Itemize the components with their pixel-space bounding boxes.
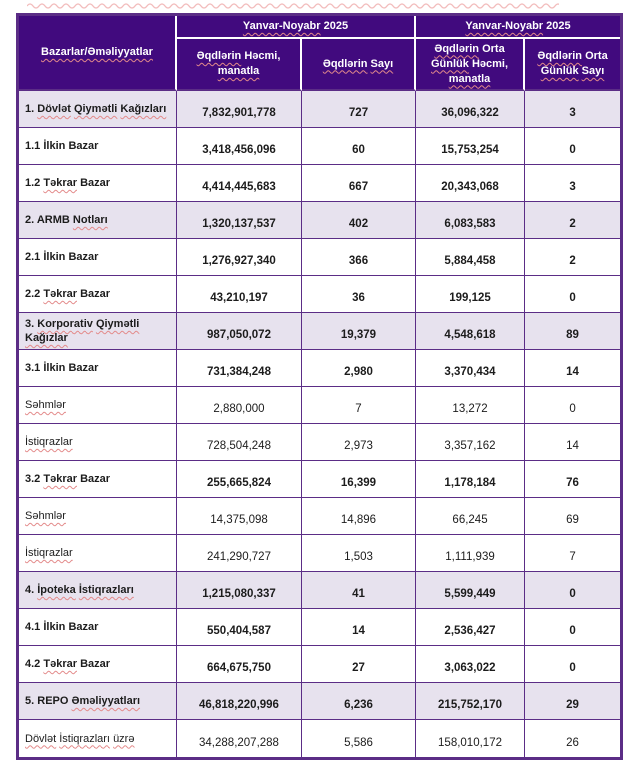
table-row xyxy=(19,572,620,609)
count-cell: 2,980 xyxy=(302,350,416,387)
avg-count-cell: 0 xyxy=(525,609,620,646)
count-cell: 366 xyxy=(302,239,416,276)
volume-cell: 731,384,248 xyxy=(177,350,302,387)
table-row xyxy=(19,128,620,165)
cropped-spellcheck-line xyxy=(27,2,559,9)
avg-volume-cell: 2,536,427 xyxy=(416,609,525,646)
volume-cell: 3,418,456,096 xyxy=(177,128,302,165)
avg-count-cell: 0 xyxy=(525,646,620,683)
col-header-volume: Əqdlərin Həcmi, manatla xyxy=(177,39,302,91)
table-row xyxy=(19,91,620,128)
avg-volume-cell: 13,272 xyxy=(416,387,525,424)
avg-count-cell: 3 xyxy=(525,91,620,128)
row-label-cell: 1. Dövlət Qiymətli Kağızları xyxy=(19,91,177,128)
avg-volume-cell: 66,245 xyxy=(416,498,525,535)
row-label-cell: 3.2 Təkrar Bazar xyxy=(19,461,177,498)
avg-count-cell: 0 xyxy=(525,128,620,165)
avg-count-cell: 0 xyxy=(525,387,620,424)
col-header-avg-daily-volume: Əqdlərin Orta Günlük Həcmi, manatla xyxy=(416,39,525,91)
table-row xyxy=(19,239,620,276)
avg-volume-cell: 3,370,434 xyxy=(416,350,525,387)
avg-count-cell: 89 xyxy=(525,313,620,350)
table-row xyxy=(19,424,620,461)
count-cell: 6,236 xyxy=(302,683,416,720)
volume-cell: 46,818,220,996 xyxy=(177,683,302,720)
avg-volume-cell: 1,111,939 xyxy=(416,535,525,572)
table-row xyxy=(19,461,620,498)
avg-volume-cell: 3,357,162 xyxy=(416,424,525,461)
avg-volume-cell: 158,010,172 xyxy=(416,720,525,757)
table-row xyxy=(19,313,620,350)
row-label-cell: 4. İpoteka İstiqrazları xyxy=(19,572,177,609)
avg-volume-cell: 199,125 xyxy=(416,276,525,313)
avg-volume-cell: 1,178,184 xyxy=(416,461,525,498)
table-row xyxy=(19,609,620,646)
volume-cell: 255,665,824 xyxy=(177,461,302,498)
table-row xyxy=(19,350,620,387)
row-label-cell: Səhmlər xyxy=(19,498,177,535)
period-header-1: Yanvar-Noyabr 2025 xyxy=(177,16,416,39)
volume-cell: 987,050,072 xyxy=(177,313,302,350)
avg-count-cell: 0 xyxy=(525,276,620,313)
count-cell: 60 xyxy=(302,128,416,165)
row-label-cell: 4.1 İlkin Bazar xyxy=(19,609,177,646)
table-row xyxy=(19,535,620,572)
avg-volume-cell: 15,753,254 xyxy=(416,128,525,165)
volume-cell: 2,880,000 xyxy=(177,387,302,424)
table-row xyxy=(19,646,620,683)
avg-count-cell: 3 xyxy=(525,165,620,202)
avg-count-cell: 14 xyxy=(525,424,620,461)
avg-count-cell: 26 xyxy=(525,720,620,757)
period-header-2: Yanvar-Noyabr 2025 xyxy=(416,16,620,39)
count-cell: 16,399 xyxy=(302,461,416,498)
avg-count-cell: 14 xyxy=(525,350,620,387)
avg-count-cell: 76 xyxy=(525,461,620,498)
volume-cell: 14,375,098 xyxy=(177,498,302,535)
avg-volume-cell: 20,343,068 xyxy=(416,165,525,202)
row-label-cell: 1.2 Təkrar Bazar xyxy=(19,165,177,202)
count-cell: 14,896 xyxy=(302,498,416,535)
row-label-cell: 3.1 İlkin Bazar xyxy=(19,350,177,387)
count-cell: 667 xyxy=(302,165,416,202)
row-label-cell: 4.2 Təkrar Bazar xyxy=(19,646,177,683)
table-row xyxy=(19,165,620,202)
volume-cell: 1,276,927,340 xyxy=(177,239,302,276)
securities-market-table xyxy=(16,13,623,760)
volume-cell: 241,290,727 xyxy=(177,535,302,572)
avg-volume-cell: 5,599,449 xyxy=(416,572,525,609)
table-row xyxy=(19,276,620,313)
avg-volume-cell: 36,096,322 xyxy=(416,91,525,128)
row-label-cell: 5. REPO Əməliyyatları xyxy=(19,683,177,720)
count-cell: 7 xyxy=(302,387,416,424)
period-header-row xyxy=(19,16,620,39)
avg-count-cell: 2 xyxy=(525,202,620,239)
count-cell: 5,586 xyxy=(302,720,416,757)
avg-count-cell: 29 xyxy=(525,683,620,720)
row-label-cell: 2. ARMB Notları xyxy=(19,202,177,239)
avg-count-cell: 7 xyxy=(525,535,620,572)
table-row xyxy=(19,202,620,239)
avg-volume-cell: 215,752,170 xyxy=(416,683,525,720)
volume-cell: 43,210,197 xyxy=(177,276,302,313)
avg-count-cell: 69 xyxy=(525,498,620,535)
avg-volume-cell: 6,083,583 xyxy=(416,202,525,239)
count-cell: 14 xyxy=(302,609,416,646)
volume-cell: 4,414,445,683 xyxy=(177,165,302,202)
row-label-cell: Səhmlər xyxy=(19,387,177,424)
count-cell: 19,379 xyxy=(302,313,416,350)
count-cell: 41 xyxy=(302,572,416,609)
count-cell: 402 xyxy=(302,202,416,239)
row-label-cell: 3. Korporativ Qiymətli Kağızlar xyxy=(19,313,177,350)
avg-volume-cell: 3,063,022 xyxy=(416,646,525,683)
volume-cell: 664,675,750 xyxy=(177,646,302,683)
col-header-count: Əqdlərin Sayı xyxy=(302,39,416,91)
row-label-cell: Dövlət İstiqrazları üzrə xyxy=(19,720,177,757)
table-header xyxy=(19,16,620,91)
volume-cell: 34,288,207,288 xyxy=(177,720,302,757)
volume-cell: 550,404,587 xyxy=(177,609,302,646)
row-label-cell: 2.2 Təkrar Bazar xyxy=(19,276,177,313)
row-label-cell: İstiqrazlar xyxy=(19,535,177,572)
row-label-cell: İstiqrazlar xyxy=(19,424,177,461)
avg-count-cell: 2 xyxy=(525,239,620,276)
volume-cell: 7,832,901,778 xyxy=(177,91,302,128)
avg-volume-cell: 4,548,618 xyxy=(416,313,525,350)
count-cell: 727 xyxy=(302,91,416,128)
table-row xyxy=(19,498,620,535)
table-row xyxy=(19,720,620,757)
volume-cell: 1,320,137,537 xyxy=(177,202,302,239)
table-row xyxy=(19,387,620,424)
count-cell: 36 xyxy=(302,276,416,313)
avg-volume-cell: 5,884,458 xyxy=(416,239,525,276)
count-cell: 27 xyxy=(302,646,416,683)
volume-cell: 728,504,248 xyxy=(177,424,302,461)
table-row xyxy=(19,683,620,720)
count-cell: 1,503 xyxy=(302,535,416,572)
count-cell: 2,973 xyxy=(302,424,416,461)
volume-cell: 1,215,080,337 xyxy=(177,572,302,609)
avg-count-cell: 0 xyxy=(525,572,620,609)
col-header-avg-daily-count: Əqdlərin Orta Günlük Sayı xyxy=(525,39,620,91)
row-header-cell: Bazarlar/Əməliyyatlar xyxy=(19,16,177,91)
row-label-cell: 1.1 İlkin Bazar xyxy=(19,128,177,165)
row-label-cell: 2.1 İlkin Bazar xyxy=(19,239,177,276)
